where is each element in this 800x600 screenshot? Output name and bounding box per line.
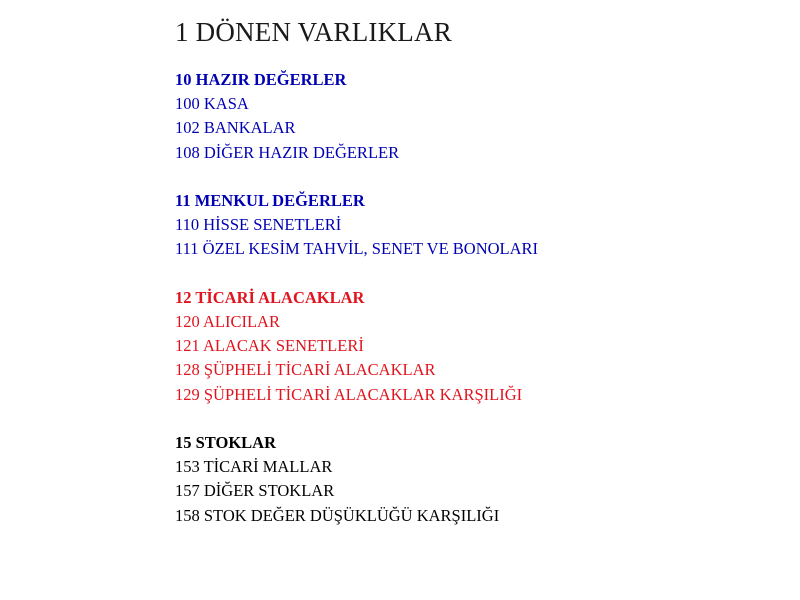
account-item: 102 BANKALAR: [175, 118, 296, 138]
group-heading: 15 STOKLAR: [175, 433, 277, 452]
account-item: 110 HİSSE SENETLERİ: [175, 215, 342, 235]
account-item: 108 DİĞER HAZIR DEĞERLER: [175, 142, 400, 162]
account-item: 158 STOK DEĞER DÜŞÜKLÜĞÜ KARŞILIĞI: [175, 505, 500, 525]
account-group-15: [175, 431, 538, 528]
account-item: 120 ALICILAR: [175, 312, 280, 331]
account-item: 111 ÖZEL KESİM TAHVİL, SENET VE BONOLARI: [175, 239, 539, 259]
account-item: 129 ŞÜPHELİ TİCARİ ALACAKLAR KARŞILIĞI: [175, 384, 523, 404]
account-item: 128 ŞÜPHELİ TİCARİ ALACAKLAR: [175, 360, 436, 380]
account-group-12: [175, 286, 538, 407]
account-item: 121 ALACAK SENETLERİ: [175, 336, 364, 356]
account-item: 153 TİCARİ MALLAR: [175, 457, 333, 477]
account-group-10: [175, 68, 538, 165]
group-heading: 11 MENKUL DEĞERLER: [175, 191, 365, 210]
account-group-11: [175, 189, 538, 262]
group-heading: 12 TİCARİ ALACAKLAR: [175, 287, 365, 307]
page-title: 1 DÖNEN VARLIKLAR: [175, 17, 452, 47]
account-item: 157 DİĞER STOKLAR: [175, 481, 335, 501]
account-item: 100 KASA: [175, 94, 249, 114]
account-groups: [175, 68, 538, 528]
group-heading: 10 HAZIR DEĞERLER: [175, 70, 347, 89]
